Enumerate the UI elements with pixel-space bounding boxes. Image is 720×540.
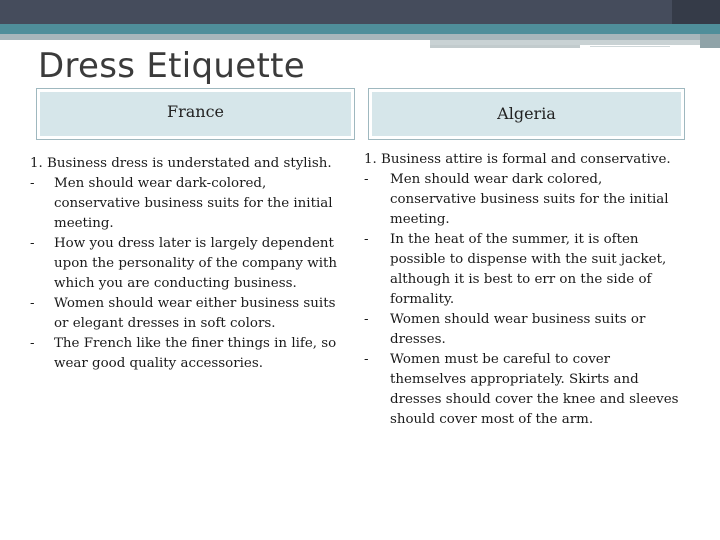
top-band-accent <box>700 34 720 48</box>
algeria-column-header <box>369 89 684 139</box>
top-band-line <box>430 45 580 48</box>
france-column <box>30 154 352 374</box>
list-item <box>30 294 352 334</box>
list-item-text: Men should wear dark colored, conservative business suits for the initial meeting. <box>390 172 669 227</box>
list-item-text: The French like the finer things in life, so wear good quality accessories. <box>54 336 337 371</box>
list-item <box>30 334 352 374</box>
list-item <box>30 234 352 294</box>
france-lead-point: 1. Business dress is understated and stylish. <box>30 156 332 171</box>
list-item-text: Men should wear dark-colored, conservative business suits for the initial meeting. <box>54 176 333 231</box>
algeria-lead-point: 1. Business attire is formal and conservative. <box>364 152 671 167</box>
list-item <box>30 174 352 234</box>
list-item <box>364 230 690 310</box>
list-item <box>364 170 690 230</box>
list-item <box>364 310 690 350</box>
list-item-text: How you dress later is largely dependent upon the personality of the company with which you are conducting business. <box>54 236 338 291</box>
dash-marker: - <box>30 236 35 251</box>
france-bullet-list <box>30 174 352 374</box>
list-item-text: Women should wear business suits or dresses. <box>390 312 646 347</box>
france-heading: France <box>166 101 225 121</box>
dash-marker: - <box>30 336 35 351</box>
top-band-line-thin <box>590 46 670 47</box>
dash-marker: - <box>364 312 369 327</box>
top-band-dark-corner <box>672 0 720 24</box>
top-band-teal <box>0 24 720 34</box>
algeria-bullet-list <box>364 170 690 430</box>
list-item-text: In the heat of the summer, it is often possible to dispense with the suit jacket, although it is best to err on the side of formality. <box>390 232 667 307</box>
slide-title: Dress Etiquette <box>38 46 305 86</box>
list-item-text: Women should wear either business suits or elegant dresses in soft colors. <box>54 296 336 331</box>
dash-marker: - <box>364 172 369 187</box>
dash-marker: - <box>364 232 369 247</box>
algeria-heading: Algeria <box>497 103 556 123</box>
list-item <box>364 350 690 430</box>
algeria-column <box>364 150 690 430</box>
top-band-dark <box>0 0 720 24</box>
dash-marker: - <box>364 352 369 367</box>
france-column-header <box>37 89 354 139</box>
dash-marker: - <box>30 176 35 191</box>
dash-marker: - <box>30 296 35 311</box>
list-item-text: Women must be careful to cover themselves appropriately. Skirts and dresses should cover the knee and sleeves should cover most of the arm. <box>390 352 679 427</box>
